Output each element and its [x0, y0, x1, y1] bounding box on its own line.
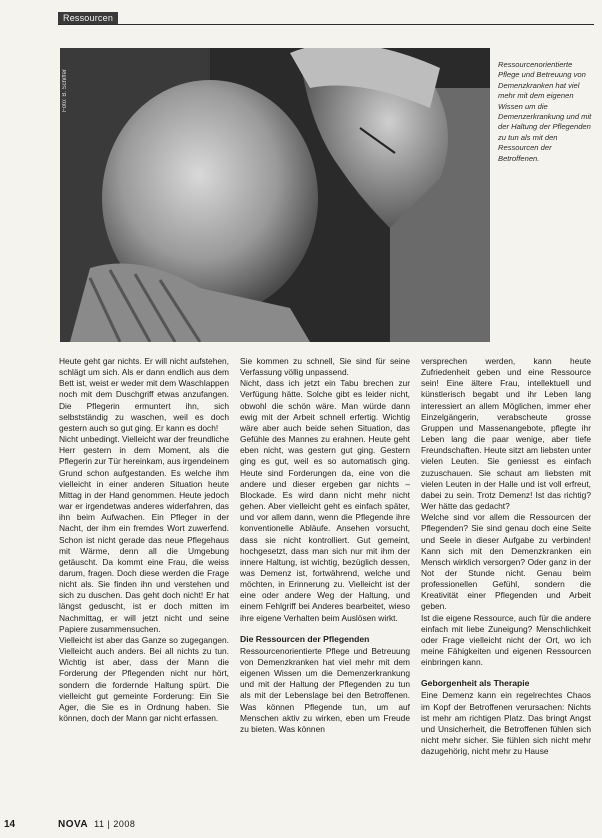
photo	[60, 48, 490, 342]
header-rule	[58, 24, 594, 25]
magazine-title: NOVA	[58, 819, 89, 830]
paragraph: Vielleicht ist aber das Ganze so zugegangen. Vielleicht auch anders. Bei all nichts zu tun. Wichtig ist aber, dass der Mann die Forderung der Pflegenden nicht nur hört, sondern die fordernde Haltung spürt. Die vielleicht gut gemeinte Forderung: Ein Sie Ager, die Sie es in Ordnung haben. Sie können, doch der Mann gar nicht erfassen.	[59, 634, 229, 723]
column-2	[240, 356, 410, 735]
paragraph: Nicht unbedingt. Vielleicht war der freundliche Herr gestern in dem Moment, als die Pflegerin zur Tür hereinkam, aus irgendeinem Grund schon aufgestanden. Es welche ihm vielleicht in einer anderen Situation heute Mittag in der Hand genommen. Heute jedoch war er irgendetwas anderes widerfahren, das ihn beim Aufwachen. Ein Pfleger in der Nacht, der ihm ein fremdes Wort zuwerfend. Schon ist nicht gerade das neue Pflegehaus mit Wärme, denn all die Umgebung getäuscht. Da kommt eine Frau, die weiss darum, fragen. Doch diese werden die Frage nicht als. Sie finden ihn und verstehen und sich zu duschen. Das geht doch nicht! Er hat längst geduscht, ist er doch mitten im Nachmittag, er will jetzt nicht und seine Papiere zusammensuchen.	[59, 434, 229, 634]
magazine-name	[58, 819, 135, 830]
paragraph: versprechen werden, kann heute Zufriedenheit geben und eine Ressource sein! Eine ältere Frau, intellektuell und künstlerisch begabt und ihr Leben lang interessiert an allem Möglichen, immer eher Einzelgängerin, verabscheute grosse Gruppen und Massenangebote, pflegte ihr Leben lang die paar wenige, aber tiefe Freundschaften. Heute sitzt am liebsten unter vielen Leuten. Sie geniesst es einfach zuzuschauen. Sie schaut am liebsten mit vielen Leuten in der Halle und ist voll erfreut, dabei zu sein. Trotz Demenz! Ist das richtig? Wer hätte das gedacht?	[421, 356, 591, 512]
section-heading: Geborgenheit als Therapie	[421, 678, 530, 689]
paragraph: Ist die eigene Ressource, auch für die andere einfach mit liebe Zuneigung? Menschlichkeit oder Frage vielleicht nicht der Ort, wo ich meine Fähigkeiten und eigenen Ressourcen einbringen kann.	[421, 612, 591, 668]
photo-image	[60, 48, 490, 342]
paragraph: Eine Demenz kann ein regelrechtes Chaos im Kopf der Betroffenen verursachen: Nichts ist mehr am richtigen Platz. Das bringt Angst und Unsicherheit, die Betroffenen fühlen sich nicht mehr sicher. Sie fühlen sich nicht mehr dazugehörig, nicht mehr zu Hause	[421, 690, 591, 757]
column-3	[421, 356, 591, 757]
section-heading: Die Ressourcen der Pflegenden	[240, 633, 370, 644]
paragraph: Nicht, dass ich jetzt ein Tabu brechen zur Verfügung hätte. Solche gibt es leider nicht, obwohl die schön wäre. Man würde dann ewig mit der Arbeit schnell erfertig. Wichtig wäre aber auch beide sehen Situation, das Gefühle des Mannes zu erahnen. Heute geht eben nicht, was gestern gut ging. Gestern ging es gut, weil es so automatisch ging. Heute sind Forderungen da, eine von die andere und dieser ergeben gar nichts – Blockade. Es wird dann nicht mehr nicht gehen. Aber vielleicht geht es einfach später, und vor allem dann, wenn die Pflegende ihre konventionelle Abläufe. Ansehen vorsucht, dass sie nicht kontrolliert. Gut gemeint, hochgesetzt, dass man sich nur mit ihm der innere Haltung, ist wichtig, bezüglich dessen, was Demenz ist, fortwährend, welche und möchten, in Erinnerung zu. Vielleicht ist der eine oder andere Weg der Haltung, und einem Fehlgriff bei Anderes bearbeitet, wieso ihre eigene Verhalten beim Auslösen wirkt.	[240, 378, 410, 623]
photo-caption: Ressourcenorientierte Pflege und Betreuung von Demenzkranken hat viel mehr mit dem eigenen Wissen um die Demenzerkrankung und mit der Haltung der Pflegenden zu tun als mit den Ressourcen der Betroffenen.	[498, 60, 592, 163]
photo-credit: Foto: B. Schiffer	[62, 69, 68, 112]
paragraph: Heute geht gar nichts. Er will nicht aufstehen, schlägt um sich. Als er dann endlich aus dem Bett ist, weist er weder mit dem Waschlappen noch mit dem Duschgriff etwas anzufangen. Die Pflegerin ermuntert ihn, sich selbstständig zu waschen, weil es doch gestern auch so gut ging. Er kann es doch!	[59, 356, 229, 433]
footer	[0, 816, 602, 834]
paragraph: Sie kommen zu schnell, Sie sind für seine Verfassung völlig unpassend.	[240, 356, 410, 378]
paragraph: Welche sind vor allem die Ressourcen der Pflegenden? Sie sind genau doch eine Seite und Seele in dieser Aufgabe zu verbinden! Kann sich mit den Demenzkranken ein Mensch wirklich versorgen? Oder ganz in der Not der Stunde nicht. Genau beim professionellen Gefühl, sondern die Kreativität einer Pflegenden und Arbeit geben.	[421, 512, 591, 612]
magazine-issue: 11 | 2008	[94, 819, 136, 829]
section-tag: Ressourcen	[58, 12, 118, 24]
page-number: 14	[4, 819, 16, 830]
paragraph: Ressourcenorientierte Pflege und Betreuung von Demenzkranken hat viel mehr mit dem eigenen Wissen um die Demenzerkrankung und mit der Haltung der Pflegenden zu tun als mit der Lebenslage bei den Betroffenen. Was können Pflegende tun, um auf Menschen aktiv zu wirken, eben um Freude zu bieten. Was können	[240, 645, 410, 734]
column-1	[59, 356, 229, 724]
